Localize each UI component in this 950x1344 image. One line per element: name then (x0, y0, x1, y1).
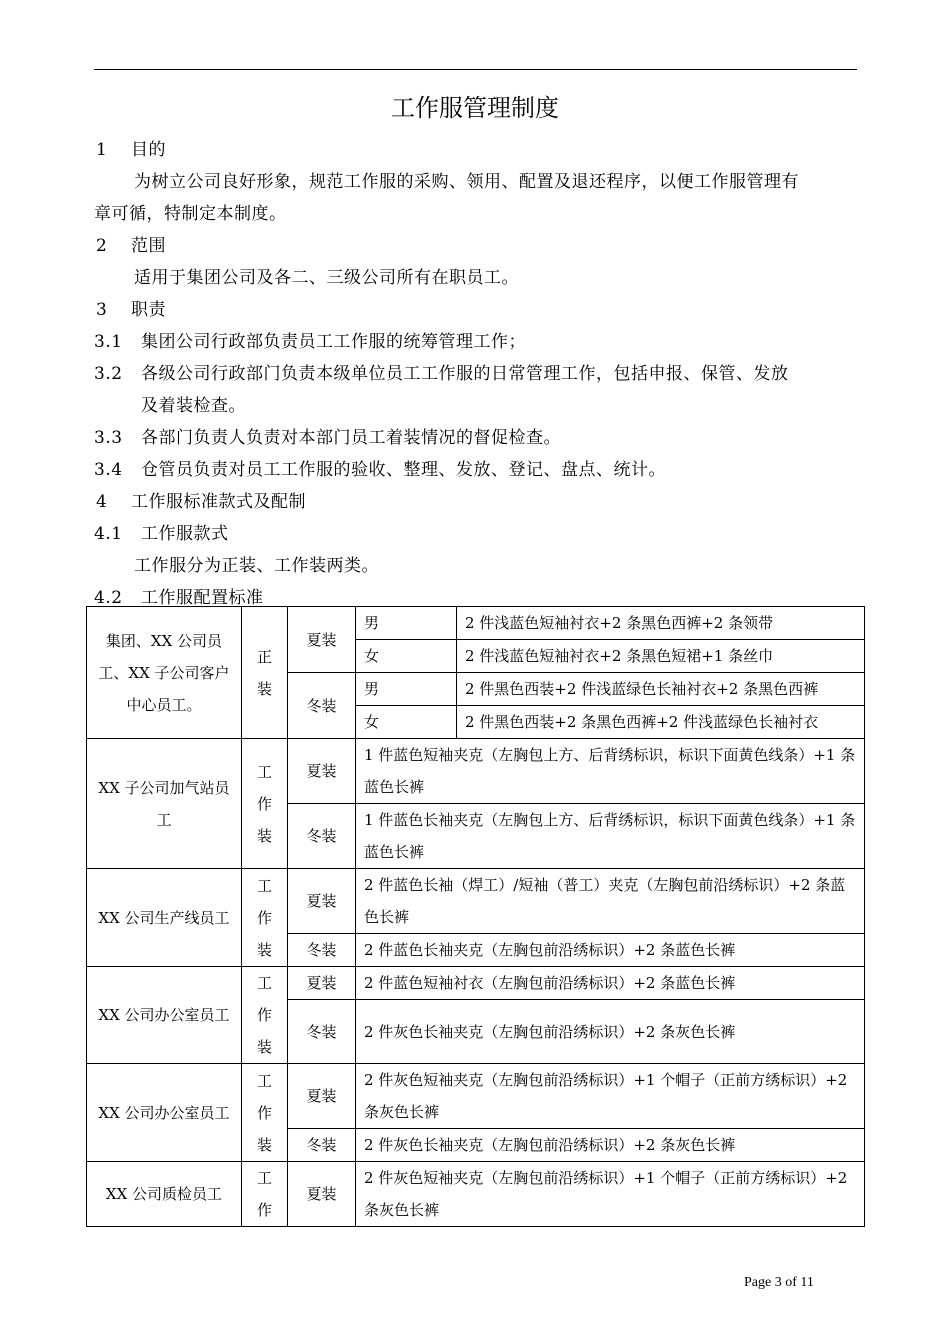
section-title: 职责 (131, 300, 166, 320)
section-2-body: 适用于集团公司及各二、三级公司所有在职员工。 (134, 268, 519, 288)
document-title: 工作服管理制度 (391, 94, 559, 122)
uniform-spec-cell: 2 件蓝色长袖夹克（左胸包前沿绣标识）+2 条蓝色长裤 (356, 934, 865, 967)
section-4-heading (96, 487, 306, 512)
section-number: 2 (96, 236, 108, 256)
uniform-spec-cell: 2 件蓝色长袖（焊工）/短袖（普工）夹克（左胸包前沿绣标识）+2 条蓝色长裤 (356, 869, 865, 934)
uniform-spec-cell: 2 件灰色长袖夹克（左胸包前沿绣标识）+2 条灰色长裤 (356, 1000, 865, 1064)
section-title: 目的 (131, 140, 166, 160)
staff-group-cell: XX 公司办公室员工 (87, 967, 242, 1064)
clause-number: 4.1 (94, 524, 123, 544)
clause-text: 集团公司行政部负责员工工作服的统筹管理工作； (141, 332, 526, 352)
section-1-heading (96, 135, 166, 160)
clause-number: 3.4 (94, 460, 123, 480)
season-cell: 夏装 (288, 739, 356, 804)
uniform-category-cell: 正装 (242, 607, 288, 739)
uniform-spec-cell: 2 件灰色长袖夹克（左胸包前沿绣标识）+2 条灰色长裤 (356, 1129, 865, 1162)
section-1-body-line-2: 章可循，特制定本制度。 (94, 204, 287, 224)
section-4-1-body: 工作服分为正装、工作装两类。 (134, 556, 379, 576)
table-row (87, 1162, 865, 1227)
clause-text: 工作服配置标准 (141, 588, 264, 608)
clause-number: 3.2 (94, 364, 123, 384)
season-cell: 冬装 (288, 673, 356, 739)
uniform-spec-cell: 2 件灰色短袖夹克（左胸包前沿绣标识）+1 个帽子（正前方绣标识）+2 条灰色长裤 (356, 1162, 865, 1227)
season-cell: 冬装 (288, 804, 356, 869)
season-cell: 夏装 (288, 967, 356, 1000)
season-cell: 冬装 (288, 1000, 356, 1064)
section-title: 工作服标准款式及配制 (131, 492, 306, 512)
uniform-category-cell: 工作 (242, 1162, 288, 1227)
section-3-heading (96, 295, 166, 320)
table-row (87, 607, 865, 640)
staff-group-cell: XX 公司生产线员工 (87, 869, 242, 967)
clause-text: 仓管员负责对员工工作服的验收、整理、发放、登记、盘点、统计。 (141, 460, 666, 480)
season-cell: 冬装 (288, 1129, 356, 1162)
section-title: 范围 (131, 236, 166, 256)
clause-number: 3.1 (94, 332, 123, 352)
uniform-spec-cell: 1 件蓝色短袖夹克（左胸包上方、后背绣标识，标识下面黄色线条）+1 条蓝色长裤 (356, 739, 865, 804)
uniform-spec-cell: 2 件黑色西装+2 件浅蓝绿色长袖衬衣+2 条黑色西裤 (457, 673, 865, 706)
clause-text: 工作服款式 (141, 524, 229, 544)
page-number: Page 3 of 11 (744, 1275, 814, 1290)
header-rule (94, 69, 857, 70)
uniform-spec-cell: 2 件灰色短袖夹克（左胸包前沿绣标识）+1 个帽子（正前方绣标识）+2 条灰色长裤 (356, 1064, 865, 1129)
section-2-heading (96, 231, 166, 256)
section-3-2 (94, 359, 789, 384)
section-3-3 (94, 423, 561, 448)
uniform-category-cell: 工作装 (242, 739, 288, 869)
uniform-spec-cell: 1 件蓝色长袖夹克（左胸包上方、后背绣标识，标识下面黄色线条）+1 条蓝色长裤 (356, 804, 865, 869)
section-number: 3 (96, 300, 108, 320)
uniform-spec-cell: 2 件蓝色短袖衬衣（左胸包前沿绣标识）+2 条蓝色长裤 (356, 967, 865, 1000)
table-row (87, 869, 865, 934)
uniform-category-cell: 工作装 (242, 869, 288, 967)
clause-text: 各级公司行政部门负责本级单位员工工作服的日常管理工作，包括申报、保管、发放 (141, 364, 789, 384)
staff-group-cell: XX 公司质检员工 (87, 1162, 242, 1227)
season-cell: 夏装 (288, 607, 356, 673)
gender-cell: 男 (356, 673, 457, 706)
section-1-body-line-1: 为树立公司良好形象，规范工作服的采购、领用、配置及退还程序，以便工作服管理有 (134, 172, 799, 192)
uniform-category-cell: 工作装 (242, 1064, 288, 1162)
section-3-2-continued: 及着装检查。 (141, 396, 246, 416)
clause-number: 4.2 (94, 588, 123, 608)
season-cell: 冬装 (288, 934, 356, 967)
staff-group-cell: XX 公司办公室员工 (87, 1064, 242, 1162)
uniform-category-cell: 工作装 (242, 967, 288, 1064)
uniform-spec-cell: 2 件黑色西装+2 条黑色西裤+2 件浅蓝绿色长袖衬衣 (457, 706, 865, 739)
section-3-1 (94, 327, 526, 352)
section-4-2 (94, 583, 264, 608)
staff-group-cell: 集团、XX 公司员工、XX 子公司客户中心员工。 (87, 607, 242, 739)
gender-cell: 女 (356, 706, 457, 739)
season-cell: 夏装 (288, 869, 356, 934)
table-row (87, 967, 865, 1000)
gender-cell: 女 (356, 640, 457, 673)
clause-number: 3.3 (94, 428, 123, 448)
gender-cell: 男 (356, 607, 457, 640)
table-row (87, 739, 865, 804)
season-cell: 夏装 (288, 1064, 356, 1129)
clause-text: 各部门负责人负责对本部门员工着装情况的督促检查。 (141, 428, 561, 448)
section-4-1 (94, 519, 229, 544)
section-3-4 (94, 455, 666, 480)
section-number: 4 (96, 492, 108, 512)
section-number: 1 (96, 140, 108, 160)
table-row (87, 1064, 865, 1129)
staff-group-cell: XX 子公司加气站员工 (87, 739, 242, 869)
season-cell: 夏装 (288, 1162, 356, 1227)
uniform-spec-cell: 2 件浅蓝色短袖衬衣+2 条黑色短裙+1 条丝巾 (457, 640, 865, 673)
uniform-standard-table (86, 606, 865, 1227)
uniform-spec-cell: 2 件浅蓝色短袖衬衣+2 条黑色西裤+2 条领带 (457, 607, 865, 640)
